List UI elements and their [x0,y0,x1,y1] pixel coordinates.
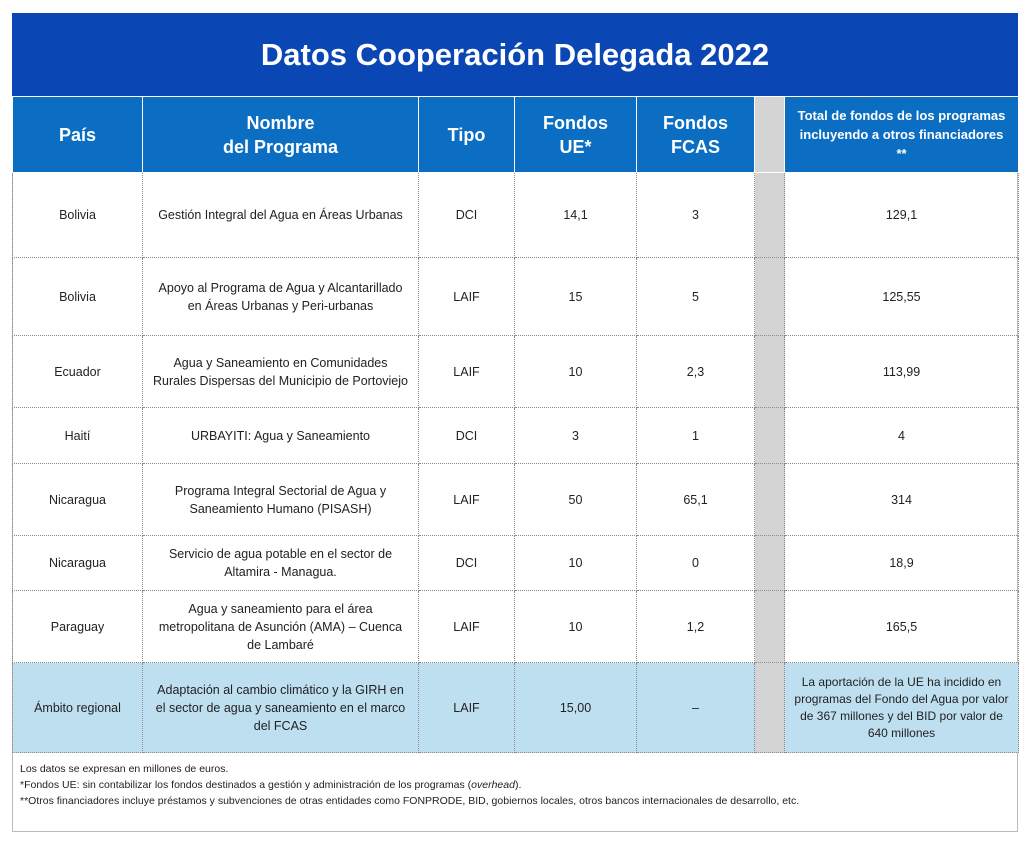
cell-total: 129,1 [785,173,1019,258]
cell-programa: Agua y saneamiento para el área metropolitana de Asunción (AMA) – Cuenca de Lambaré [143,591,419,663]
table-row [13,464,1019,536]
cell-fondos-ue: 15,00 [515,663,637,753]
cell-fondos-fcas: 1,2 [637,591,755,663]
gap-cell [755,464,785,536]
cell-tipo: LAIF [419,464,515,536]
table-row [13,336,1019,408]
cell-fondos-ue: 10 [515,591,637,663]
cell-total: 125,55 [785,258,1019,336]
gap-cell [755,536,785,591]
cell-tipo: LAIF [419,336,515,408]
cell-programa: Gestión Integral del Agua en Áreas Urbanas [143,173,419,258]
cell-programa: URBAYITI: Agua y Saneamiento [143,408,419,464]
cell-pais: Nicaragua [13,464,143,536]
cell-total: 165,5 [785,591,1019,663]
cooperation-table [12,96,1019,753]
cell-fondos-fcas: 3 [637,173,755,258]
footnotes [20,761,1010,809]
table-row [13,173,1019,258]
header-fondos-ue: Fondos UE* [515,97,637,173]
cell-tipo: LAIF [419,663,515,753]
cell-pais: Bolivia [13,173,143,258]
cell-total: 113,99 [785,336,1019,408]
footnote-fondos-ue: *Fondos UE: sin contabilizar los fondos destinados a gestión y administración de los programas (overhead). [20,779,522,791]
cell-fondos-fcas: 2,3 [637,336,755,408]
cell-fondos-ue: 15 [515,258,637,336]
cell-tipo: LAIF [419,591,515,663]
page-title: Datos Cooperación Delegada 2022 [12,13,1018,96]
cell-fondos-ue: 10 [515,336,637,408]
cell-fondos-ue: 14,1 [515,173,637,258]
cell-total: 314 [785,464,1019,536]
cell-fondos-fcas: 1 [637,408,755,464]
cell-tipo: DCI [419,408,515,464]
cell-total: 18,9 [785,536,1019,591]
cell-fondos-ue: 3 [515,408,637,464]
gap-cell [755,173,785,258]
cell-tipo: LAIF [419,258,515,336]
header-nombre: Nombre del Programa [143,97,419,173]
header-fondos-fcas: Fondos FCAS [637,97,755,173]
cell-programa: Servicio de agua potable en el sector de Altamira - Managua. [143,536,419,591]
gap-cell [755,663,785,753]
cell-pais: Ámbito regional [13,663,143,753]
cell-fondos-fcas: 65,1 [637,464,755,536]
cell-fondos-ue: 10 [515,536,637,591]
gap-cell [755,336,785,408]
gap-cell [755,258,785,336]
cell-programa: Apoyo al Programa de Agua y Alcantarillado en Áreas Urbanas y Peri-urbanas [143,258,419,336]
gap-cell [755,591,785,663]
cell-tipo: DCI [419,536,515,591]
header-tipo: Tipo [419,97,515,173]
cell-fondos-ue: 50 [515,464,637,536]
cell-total: La aportación de la UE ha incidido en programas del Fondo del Agua por valor de 367 millones y del BID por valor de 640 millones [785,663,1019,753]
cell-fondos-fcas: 0 [637,536,755,591]
cell-fondos-fcas: 5 [637,258,755,336]
header-pais: País [13,97,143,173]
header-total: Total de fondos de los programas incluyendo a otros financiadores ** [785,97,1019,173]
cell-total: 4 [785,408,1019,464]
footnote-otros-financiadores: **Otros financiadores incluye préstamos y subvenciones de otras entidades como FONPRODE, BID, gobiernos locales, otros bancos internacionales de desarrollo, etc. [20,795,800,807]
table-row [13,408,1019,464]
cell-pais: Nicaragua [13,536,143,591]
header-row [13,97,1019,173]
table-row [13,258,1019,336]
cell-programa: Agua y Saneamiento en Comunidades Rurales Dispersas del Municipio de Portoviejo [143,336,419,408]
cell-pais: Paraguay [13,591,143,663]
cell-programa: Adaptación al cambio climático y la GIRH en el sector de agua y saneamiento en el marco del FCAS [143,663,419,753]
cell-tipo: DCI [419,173,515,258]
cell-pais: Haití [13,408,143,464]
table-row [13,591,1019,663]
table-row [13,536,1019,591]
gap-cell [755,408,785,464]
cell-pais: Ecuador [13,336,143,408]
cell-pais: Bolivia [13,258,143,336]
footnote-units: Los datos se expresan en millones de euros. [20,763,229,775]
gap-column [755,97,785,173]
cell-programa: Programa Integral Sectorial de Agua y Saneamiento Humano (PISASH) [143,464,419,536]
table-row-regional [13,663,1019,753]
cell-fondos-fcas: – [637,663,755,753]
